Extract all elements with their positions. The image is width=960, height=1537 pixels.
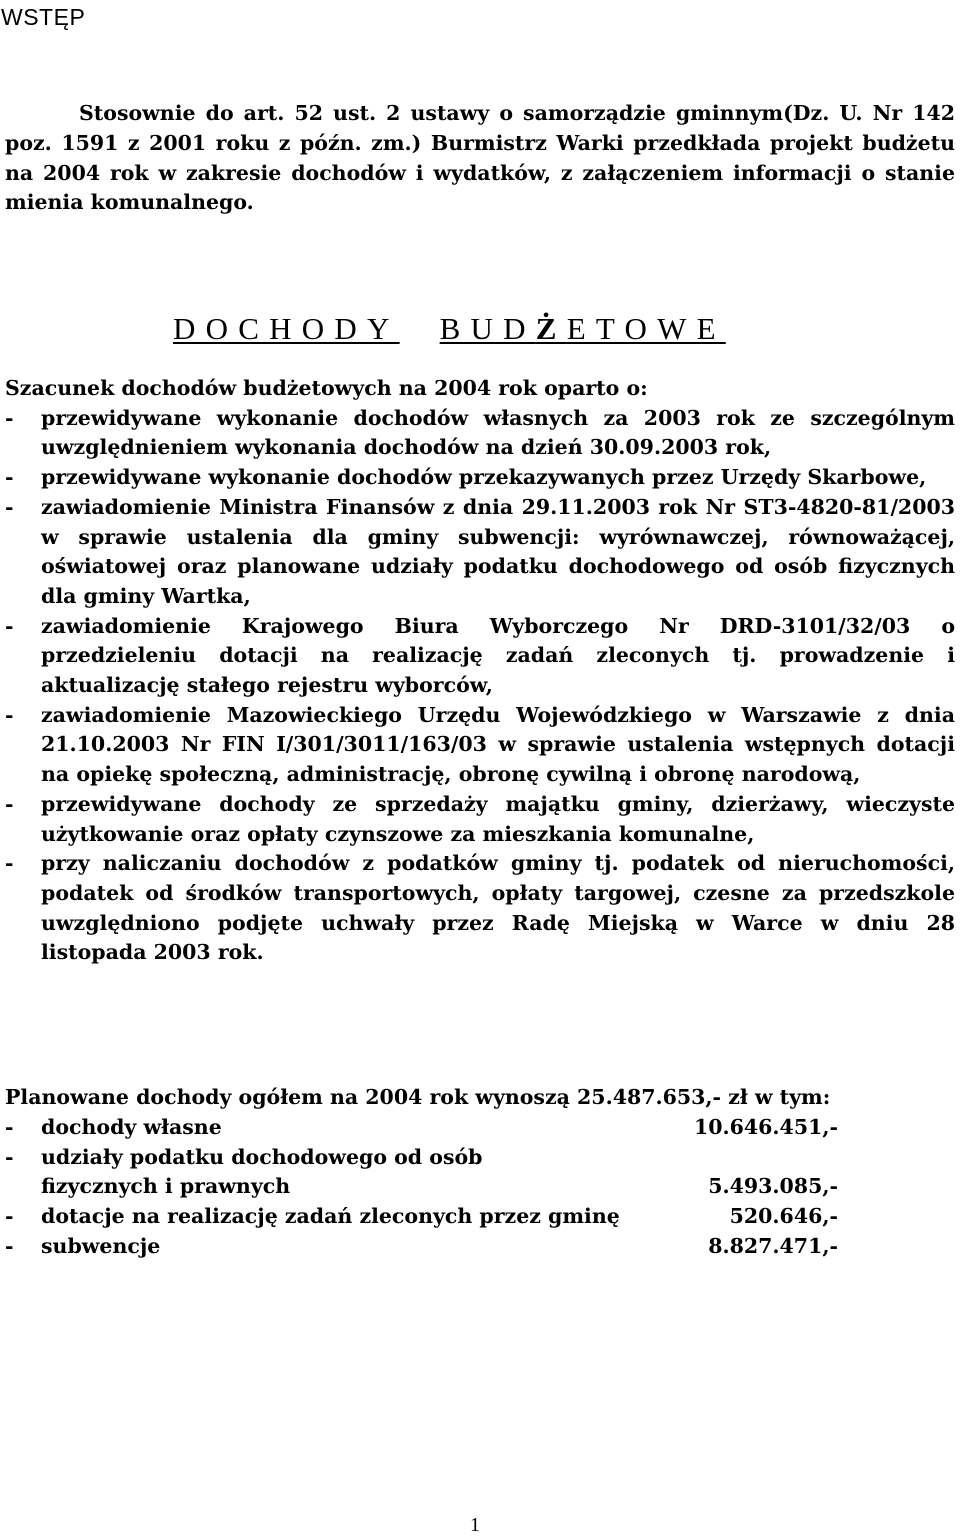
list-item (5, 612, 955, 701)
row-amount: 5.493.085,- (708, 1174, 838, 1199)
section-title-word-1: DOCHODY (173, 311, 400, 346)
bullet-dash: - (5, 851, 14, 876)
row-label: dotacje na realizację zadań zleconych przez gminę (41, 1204, 620, 1229)
row-amount: 8.827.471,- (708, 1233, 838, 1258)
list-item (5, 849, 955, 968)
row-label: dochody własne (41, 1114, 222, 1139)
list-item-text: zawiadomienie Krajowego Biura Wyborczego Nr DRD-3101/32/03 o przedzieleniu dotacji na realizację zadań zleconych tj. prowadzenie i aktualizację stałego rejestru wyborców, (41, 613, 955, 698)
summary-lead: Planowane dochody ogółem na 2004 rok wynoszą 25.487.653,- zł w tym: (5, 1085, 831, 1109)
bullet-dash: - (5, 791, 14, 816)
bullet-dash: - (5, 405, 14, 430)
list-item (5, 404, 955, 463)
list-item (5, 463, 955, 493)
planned-revenue-summary (5, 1083, 955, 1262)
page-heading: WSTĘP (1, 4, 86, 30)
list-item (5, 493, 955, 612)
list-item (5, 790, 955, 849)
row-label: fizycznych i prawnych (41, 1174, 291, 1199)
summary-row (5, 1113, 955, 1143)
section-title-bold-letter: Ż (535, 311, 567, 346)
estimate-basis-list (5, 404, 955, 968)
row-dash: - (5, 1204, 14, 1229)
estimate-lead: Szacunek dochodów budżetowych na 2004 rok oparto o: (5, 376, 648, 400)
section-title-word-2: BUDŻETOWE (439, 311, 726, 346)
summary-row (5, 1172, 955, 1202)
bullet-dash: - (5, 494, 14, 519)
intro-paragraph: Stosownie do art. 52 ust. 2 ustawy o samorządzie gminnym(Dz. U. Nr 142 poz. 1591 z 2001 roku z późn. zm.) Burmistrz Warki przedkłada projekt budżetu na 2004 rok w zakresie dochodów i wydatków, z załączeniem informacji o stanie mienia komunalnego. (5, 101, 955, 215)
row-label: subwencje (41, 1233, 161, 1258)
list-item (5, 701, 955, 790)
row-dash: - (5, 1144, 14, 1169)
summary-row (5, 1232, 955, 1262)
list-item-text: przewidywane wykonanie dochodów przekazywanych przez Urzędy Skarbowe, (41, 465, 927, 490)
list-item-text: przy naliczaniu dochodów z podatków gminy tj. podatek od nieruchomości, podatek od środków transportowych, opłaty targowej, czesne za przedszkole uwzględniono podjęte uchwały przez Radę Miejską w Warce w dniu 28 listopada 2003 rok. (41, 851, 955, 965)
row-amount: 520.646,- (729, 1204, 838, 1229)
bullet-dash: - (5, 702, 14, 727)
summary-row (5, 1143, 955, 1173)
row-dash: - (5, 1114, 14, 1139)
list-item-text: zawiadomienie Mazowieckiego Urzędu Wojewódzkiego w Warszawie z dnia 21.10.2003 Nr FIN I/301/3011/163/03 w sprawie ustalenia wstępnych dotacji na opiekę społeczną, administrację, obronę cywilną i obronę narodową, (41, 702, 955, 787)
bullet-dash: - (5, 613, 14, 638)
list-item-text: przewidywane wykonanie dochodów własnych za 2003 rok ze szczególnym uwzględnieniem wykonania dochodów na dzień 30.09.2003 rok, (41, 405, 955, 460)
row-dash: - (5, 1233, 14, 1258)
list-item-text: zawiadomienie Ministra Finansów z dnia 29.11.2003 rok Nr ST3-4820-81/2003 w sprawie ustalenia dla gminy subwencji: wyrównawczej, równoważącej, oświatowej oraz planowane udziały podatku dochodowego od osób fizycznych dla gminy Wartka, (41, 494, 955, 608)
revenue-estimate-section (5, 374, 955, 968)
row-label: udziały podatku dochodowego od osób (41, 1144, 483, 1169)
page-number: 1 (470, 1514, 480, 1536)
section-title (173, 312, 726, 346)
list-item-text: przewidywane dochody ze sprzedaży majątku gminy, dzierżawy, wieczyste użytkowanie oraz opłaty czynszowe za mieszkania komunalne, (41, 791, 955, 846)
row-amount: 10.646.451,- (693, 1114, 838, 1139)
bullet-dash: - (5, 465, 14, 490)
summary-row (5, 1202, 955, 1232)
